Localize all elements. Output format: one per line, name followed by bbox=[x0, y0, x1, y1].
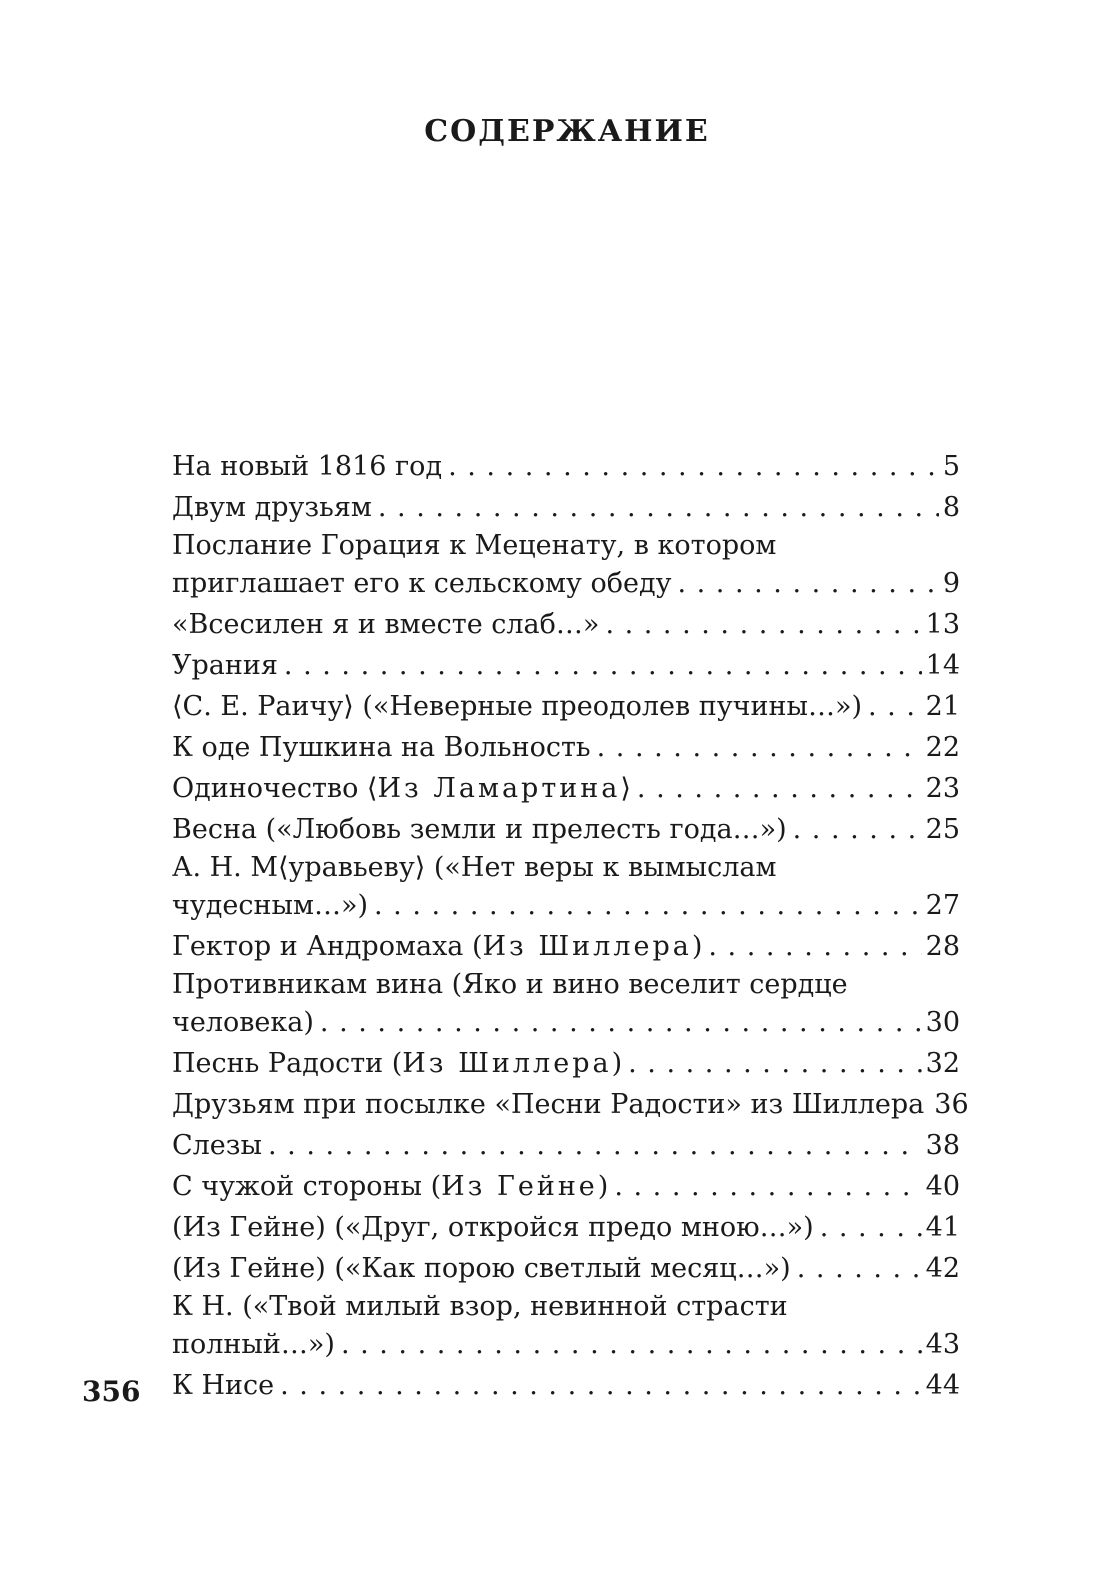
toc-entry-title-text: ) bbox=[691, 931, 703, 962]
toc-entry-page: 32 bbox=[925, 1048, 960, 1079]
toc-entry-title-text: полный…») bbox=[172, 1329, 335, 1360]
table-of-contents bbox=[172, 446, 969, 1406]
dot-leader bbox=[793, 816, 922, 843]
toc-entry-title-text: человека) bbox=[172, 1007, 314, 1038]
toc-entry-title bbox=[172, 926, 708, 967]
toc-entry-title bbox=[172, 1325, 341, 1365]
toc-entry-title bbox=[172, 768, 637, 809]
dot-leader bbox=[637, 775, 922, 802]
toc-entry-title-text: «Всесилен я и вместе слаб…» bbox=[172, 609, 600, 640]
toc-entry-page: 41 bbox=[925, 1212, 960, 1243]
dot-leader bbox=[677, 570, 938, 597]
toc-entry-title-text: Весна («Любовь земли и прелесть года…») bbox=[172, 814, 787, 845]
toc-entry-page: 27 bbox=[925, 890, 960, 921]
dot-leader bbox=[268, 1132, 922, 1159]
dot-leader bbox=[820, 1214, 922, 1241]
toc-entry-title bbox=[172, 1043, 628, 1084]
toc-entry-title-line: А. Н. М⟨уравьеву⟩ («Нет веры к вымыслам bbox=[172, 852, 777, 883]
toc-entry-title-text: На новый 1816 год bbox=[172, 451, 443, 482]
toc-entry-title-text: Слезы bbox=[172, 1130, 263, 1161]
toc-entry-title bbox=[172, 487, 378, 528]
dot-leader bbox=[597, 734, 922, 761]
toc-entry bbox=[172, 1289, 960, 1365]
toc-entry-source-spaced: Из Шиллера bbox=[402, 1048, 612, 1079]
toc-entry-title bbox=[172, 886, 374, 926]
toc-entry-source-spaced: Из Шиллера bbox=[482, 931, 692, 962]
toc-entry bbox=[172, 528, 960, 604]
toc-entry-title bbox=[172, 1125, 268, 1166]
toc-entry bbox=[172, 768, 960, 809]
toc-entry-page: 40 bbox=[925, 1171, 960, 1202]
toc-entry-title bbox=[172, 1166, 614, 1207]
toc-entry-page: 9 bbox=[942, 568, 960, 599]
toc-entry-page: 42 bbox=[925, 1253, 960, 1284]
toc-entry-page: 36 bbox=[934, 1089, 969, 1120]
toc-entry bbox=[172, 686, 960, 727]
toc-entry-title bbox=[172, 645, 284, 686]
toc-entry-title-text: (Из Гейне) («Друг, откройся предо мною…») bbox=[172, 1212, 814, 1243]
toc-entry-page: 25 bbox=[925, 814, 960, 845]
toc-entry-title-line: Противникам вина (Яко и вино веселит сердце bbox=[172, 969, 848, 1000]
toc-entry bbox=[172, 1166, 960, 1207]
toc-entry bbox=[172, 645, 960, 686]
toc-entry-page: 13 bbox=[925, 609, 960, 640]
toc-entry bbox=[172, 1365, 960, 1406]
toc-entry-title-text: ) bbox=[611, 1048, 623, 1079]
toc-entry-page: 38 bbox=[925, 1130, 960, 1161]
toc-entry bbox=[172, 1043, 960, 1084]
toc-entry-title-text: ⟨С. Е. Раичу⟩ («Неверные преодолев пучины…») bbox=[172, 691, 863, 722]
toc-entry-page: 28 bbox=[925, 931, 960, 962]
toc-entry-title-text: К Нисе bbox=[172, 1370, 275, 1401]
toc-entry bbox=[172, 727, 960, 768]
toc-entry bbox=[172, 926, 960, 967]
toc-entry-title-line: К Н. («Твой милый взор, невинной страсти bbox=[172, 1291, 788, 1322]
dot-leader bbox=[708, 933, 921, 960]
toc-entry-title-text: ⟩ bbox=[620, 773, 631, 804]
toc-entry bbox=[172, 604, 960, 645]
toc-entry-page: 30 bbox=[925, 1007, 960, 1038]
toc-entry bbox=[172, 446, 960, 487]
toc-entry-title bbox=[172, 1207, 820, 1248]
toc-entry-title-text: К оде Пушкина на Вольность bbox=[172, 732, 591, 763]
dot-leader bbox=[284, 652, 922, 679]
dot-leader bbox=[448, 453, 939, 480]
toc-entry-source-spaced: Из Гейне bbox=[441, 1171, 598, 1202]
toc-entry-page: 43 bbox=[925, 1329, 960, 1360]
toc-entry-title bbox=[172, 1365, 280, 1406]
toc-entry-title-text: чудесным…») bbox=[172, 890, 369, 921]
toc-entry-title-text: приглашает его к сельскому обеду bbox=[172, 568, 672, 599]
toc-entry-title bbox=[172, 604, 605, 645]
toc-entry-title bbox=[172, 1003, 320, 1043]
toc-entry-title-line: Послание Горация к Меценату, в котором bbox=[172, 530, 777, 561]
toc-entry-title bbox=[172, 686, 868, 727]
toc-entry-title-text: С чужой стороны ( bbox=[172, 1171, 442, 1202]
toc-entry-title bbox=[172, 564, 677, 604]
toc-entry bbox=[172, 967, 960, 1043]
page-title: СОДЕРЖАНИЕ bbox=[424, 114, 710, 149]
toc-entry-title-text: Друзьям при посылке «Песни Радости» из Шиллера bbox=[172, 1089, 925, 1120]
toc-entry-title-text: Одиночество ⟨ bbox=[172, 773, 378, 804]
page-number: 356 bbox=[82, 1375, 141, 1408]
toc-entry-title-text: Урания bbox=[172, 650, 278, 681]
toc-entry bbox=[172, 1084, 969, 1125]
toc-entry bbox=[172, 809, 960, 850]
toc-entry-page: 8 bbox=[942, 492, 960, 523]
dot-leader bbox=[320, 1009, 922, 1036]
toc-entry-title-text: Двум друзьям bbox=[172, 492, 372, 523]
toc-entry-title-text: (Из Гейне) («Как порою светлый месяц…») bbox=[172, 1253, 791, 1284]
dot-leader bbox=[378, 494, 939, 521]
toc-entry-page: 23 bbox=[925, 773, 960, 804]
toc-entry-title bbox=[172, 1084, 930, 1125]
dot-leader bbox=[614, 1173, 921, 1200]
toc-entry bbox=[172, 1125, 960, 1166]
dot-leader bbox=[797, 1255, 922, 1282]
dot-leader bbox=[280, 1372, 922, 1399]
dot-leader bbox=[868, 693, 922, 720]
toc-entry bbox=[172, 850, 960, 926]
toc-entry bbox=[172, 1207, 960, 1248]
dot-leader bbox=[341, 1331, 922, 1358]
toc-entry-title-text: Гектор и Андромаха ( bbox=[172, 931, 483, 962]
toc-entry-title bbox=[172, 809, 793, 850]
toc-entry-page: 21 bbox=[925, 691, 960, 722]
toc-entry-title bbox=[172, 1248, 797, 1289]
toc-entry bbox=[172, 487, 960, 528]
toc-entry-title-text: ) bbox=[597, 1171, 609, 1202]
dot-leader bbox=[628, 1050, 922, 1077]
dot-leader bbox=[605, 611, 921, 638]
toc-entry-title bbox=[172, 446, 448, 487]
toc-entry-source-spaced: Из Ламартина bbox=[377, 773, 621, 804]
toc-entry-page: 22 bbox=[925, 732, 960, 763]
toc-entry-title bbox=[172, 727, 597, 768]
toc-entry-title-text: Песнь Радости ( bbox=[172, 1048, 403, 1079]
toc-entry-page: 5 bbox=[942, 451, 960, 482]
toc-entry bbox=[172, 1248, 960, 1289]
toc-entry-page: 14 bbox=[925, 650, 960, 681]
toc-entry-page: 44 bbox=[925, 1370, 960, 1401]
dot-leader bbox=[374, 892, 922, 919]
